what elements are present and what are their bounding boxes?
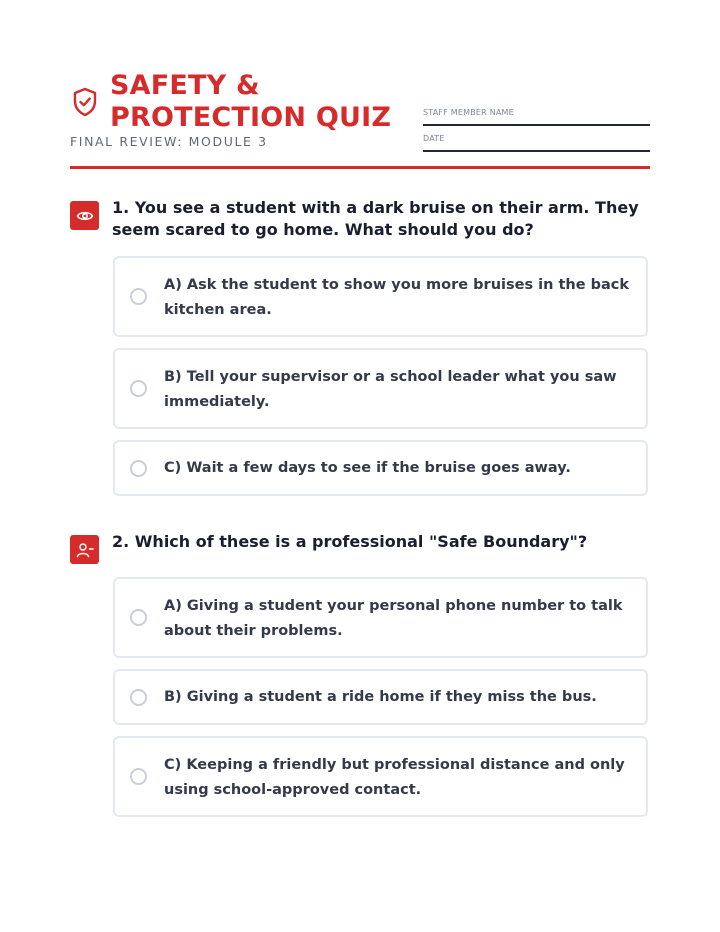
- user-minus-icon: [70, 535, 99, 564]
- page-title: SAFETY & PROTECTION QUIZ: [110, 70, 392, 133]
- question-1-option-b[interactable]: [113, 348, 648, 429]
- eye-icon: [70, 201, 99, 230]
- header-divider: [70, 166, 650, 169]
- radio-button[interactable]: [130, 689, 147, 706]
- option-label: B) Tell your supervisor or a school leader what you saw immediately.: [164, 369, 617, 410]
- page-subtitle: FINAL REVIEW: MODULE 3: [70, 134, 268, 149]
- question-1-option-c[interactable]: [113, 440, 648, 496]
- quiz-header: [70, 70, 650, 168]
- radio-button[interactable]: [130, 288, 147, 305]
- option-label: C) Keeping a friendly but professional distance and only using school-approved contact.: [164, 757, 625, 798]
- date-label: DATE: [423, 134, 445, 143]
- option-label: A) Ask the student to show you more bruises in the back kitchen area.: [164, 277, 630, 318]
- question-1-option-a[interactable]: [113, 256, 648, 337]
- question-1-text: 1. You see a student with a dark bruise on their arm. They seem scared to go home. What should you do?: [112, 198, 639, 239]
- radio-button[interactable]: [130, 609, 147, 626]
- staff-name-field[interactable]: [423, 108, 650, 126]
- question-2-option-a[interactable]: [113, 577, 648, 658]
- shield-check-icon: [72, 87, 98, 117]
- option-label: C) Wait a few days to see if the bruise goes away.: [164, 460, 571, 476]
- radio-button[interactable]: [130, 768, 147, 785]
- date-field[interactable]: [423, 134, 650, 152]
- question-2-option-c[interactable]: [113, 736, 648, 817]
- radio-button[interactable]: [130, 380, 147, 397]
- option-label: B) Giving a student a ride home if they miss the bus.: [164, 689, 597, 705]
- option-label: A) Giving a student your personal phone number to talk about their problems.: [164, 598, 623, 639]
- staff-name-label: STAFF MEMBER NAME: [423, 108, 514, 117]
- question-2-option-b[interactable]: [113, 669, 648, 725]
- question-2-text: 2. Which of these is a professional "Safe Boundary"?: [112, 532, 588, 551]
- radio-button[interactable]: [130, 460, 147, 477]
